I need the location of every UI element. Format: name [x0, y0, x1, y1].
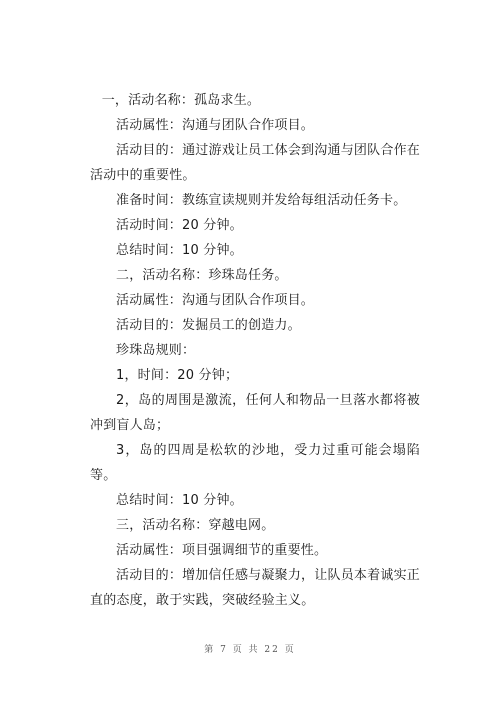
paragraph: 活动时间：20 分钟。: [116, 218, 243, 233]
paragraph: 1，时间：20 分钟；: [116, 368, 239, 383]
paragraph: 2，岛的周围是激流，任何人和物品一旦落水都将被冲到盲人岛；: [90, 393, 420, 433]
paragraph: 总结时间：10 分钟。: [116, 243, 243, 258]
paragraph: 活动属性：沟通与团队合作项目。: [116, 118, 315, 133]
paragraph: 3，岛的四周是松软的沙地，受力过重可能会塌陷等。: [90, 443, 420, 483]
document-body: [90, 88, 420, 613]
paragraph: 活动属性：项目强调细节的重要性。: [116, 543, 328, 558]
paragraph: 活动属性：沟通与团队合作项目。: [116, 293, 315, 308]
paragraph: 二，活动名称：珍珠岛任务。: [116, 268, 288, 283]
paragraph: 三，活动名称：穿越电网。: [116, 518, 275, 533]
paragraph: 总结时间：10 分钟。: [116, 493, 243, 508]
page-number-footer: 第 7 页 共 22 页: [204, 645, 296, 655]
paragraph: 珍珠岛规则：: [116, 343, 196, 358]
paragraph: 活动目的：增加信任感与凝聚力，让队员本着诚实正直的态度，敢于实践，突破经验主义。: [90, 568, 420, 608]
paragraph: 活动目的：发掘员工的创造力。: [116, 318, 301, 333]
paragraph: 活动目的：通过游戏让员工体会到沟通与团队合作在活动中的重要性。: [90, 143, 420, 183]
paragraph: 一，活动名称：孤岛求生。: [101, 93, 261, 108]
paragraph: 准备时间：教练宣读规则并发给每组活动任务卡。: [116, 193, 407, 208]
